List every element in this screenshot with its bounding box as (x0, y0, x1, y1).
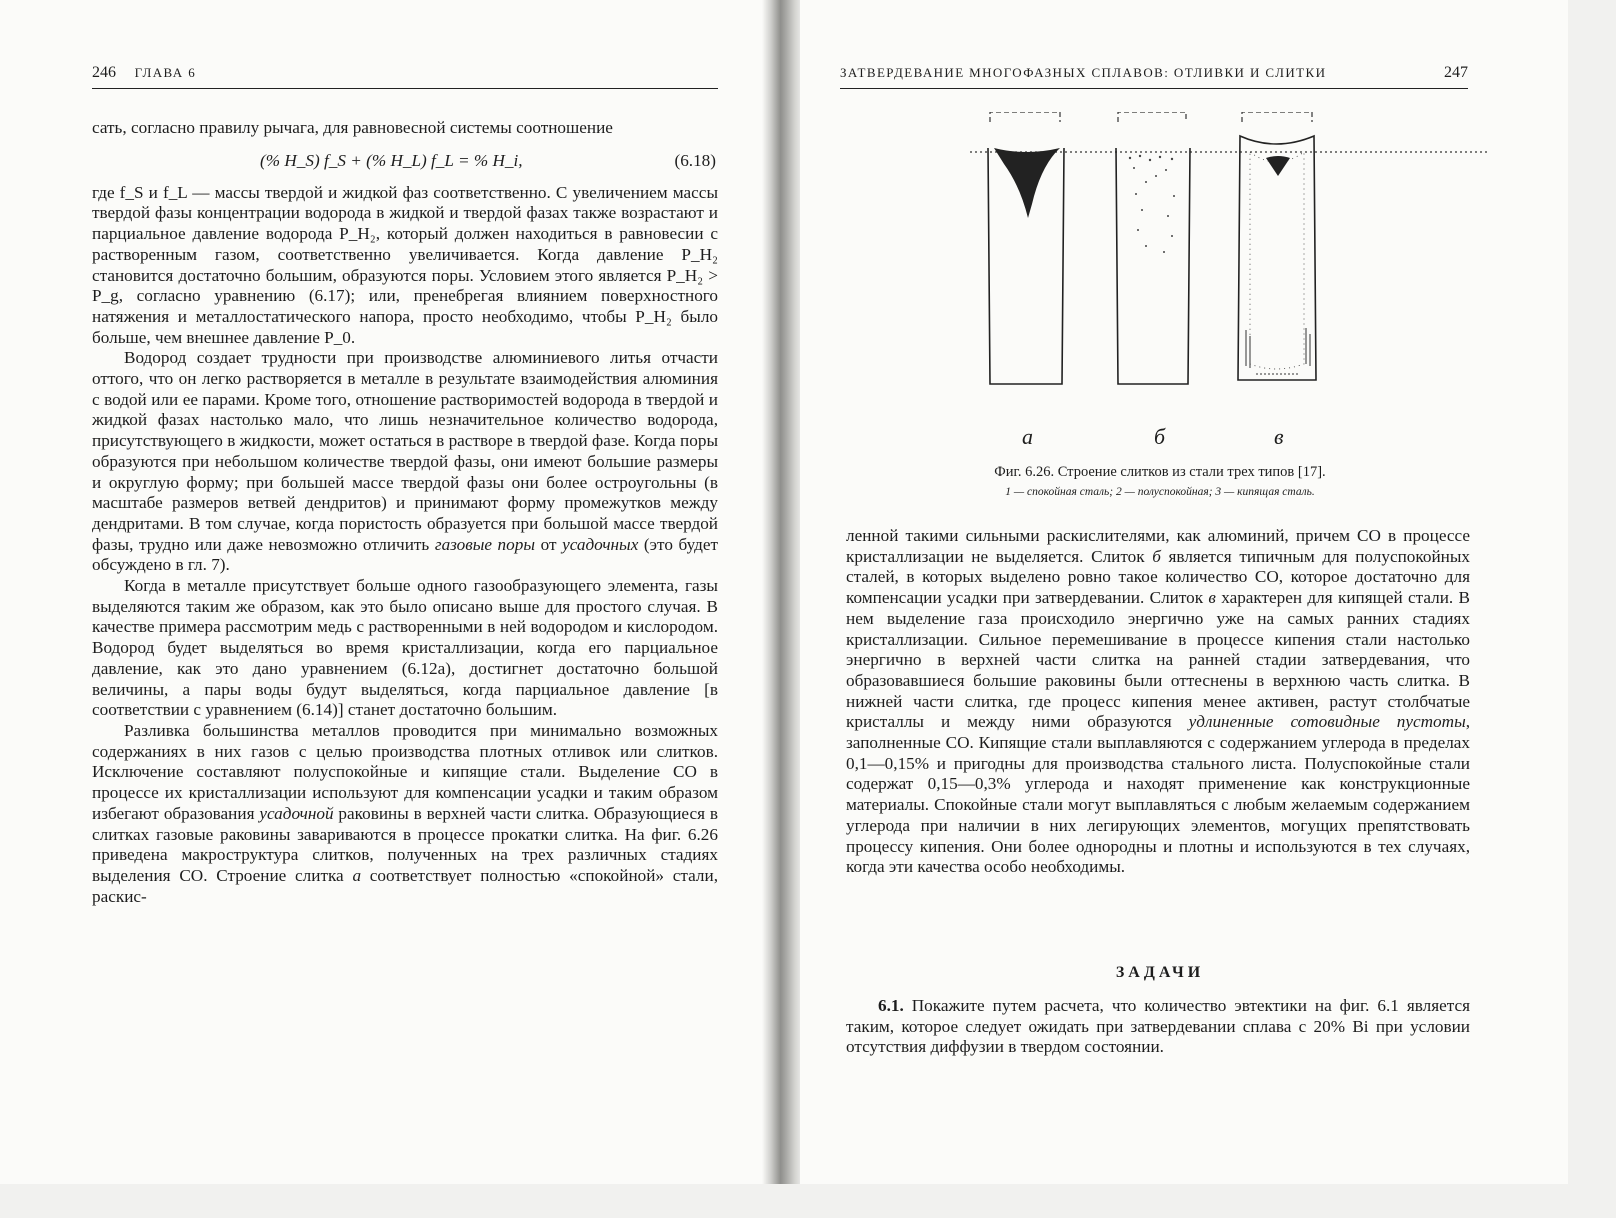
rim-zone (1250, 152, 1304, 369)
left-page-header (92, 58, 718, 89)
ingot-b (1116, 112, 1190, 384)
running-title: ЗАТВЕРДЕВАНИЕ МНОГОФАЗНЫХ СПЛАВОВ: ОТЛИВКИ И СЛИТКИ (840, 65, 1327, 80)
problem-number: 6.1. (878, 996, 904, 1015)
gas-blowholes (1129, 155, 1175, 253)
ingot-structure-figure (960, 112, 1520, 422)
figure-caption: Фиг. 6.26. Строение слитков из стали трех типов [17]. (994, 464, 1326, 480)
left-page (0, 0, 768, 1184)
paragraph: ленной такими сильными раскислителями, как алюминий, причем CO в процессе кристаллизации не выделяется. Слиток б является типичным для полуспокойных сталей, в которых выделено ровно такое количество CO, которое достаточно для компенсации усадки при затвердевании. Слиток в характерен для кипящей стали. В нем выделение газа происходило энергично уже на самых ранних стадиях кристаллизации. Сильное перемешивание в процессе кипения стали настолько энергично в верхней части слитка на ранней стадии затвердевания, что образовавшиеся большие раковины были оттеснены в верхнюю часть слитка. В нижней части слитка, где процесс кипения менее активен, растут столбчатые кристаллы и между ними образуются удлиненные сотовидные пустоты, заполненные CO. Кипящие стали выплавляются с содержанием углерода в пределах 0,1—0,15% и пригодны для производства стального листа. Полуспокойные стали содержат 0,15—0,3% углерода и находят применение как конструкционные материалы. Спокойные стали могут выплавляться с любым желаемым содержанием углерода при наличии в них легирующих элементов, могущих препятствовать процессу кипения. Они более однородны и плотны и используются в тех случаях, когда эти качества особо необходимы. (846, 526, 1471, 877)
figure-label-a: а (1022, 424, 1033, 449)
left-page-number: 246 (92, 64, 116, 81)
section-title: ЗАДАЧИ (1115, 964, 1205, 981)
problem-6-1 (846, 996, 1470, 1058)
equation-number: (6.18) (674, 150, 716, 170)
paragraph: Когда в металле присутствует больше одного газообразующего элемента, газы выделяются таким же образом, как это было описано выше для простого случая. В качестве примера рассмотрим медь с растворенными в ней водородом и кислородом. Водород будет выделяться во время кристаллизации, когда его парциальное давление, как это дано уравнением (6.12а), достигнет достаточно большой величины, а пары воды будут выделяться, когда парциальное давление [в соответствии с уравнением (6.14)] станет достаточно большим. (92, 576, 718, 720)
top-cavity (1266, 156, 1290, 176)
chapter-title: ГЛАВА 6 (134, 65, 197, 80)
figure-label-c: в (1274, 424, 1284, 449)
paragraph: сать, согласно правилу рычага, для равновесной системы соотношение (92, 118, 613, 137)
paragraph: где f_S и f_L — массы твердой и жидкой фаз соответственно. С увеличением массы твердой фазы концентрации водорода в жидкой и твердой фазах также возрастают и парциальное давление водорода P_H₂, который должен находиться в равновесии с растворенным газом, соответственно увеличивается. Когда давление P_H₂ становится достаточно большим, образуются поры. Условием этого является P_H₂ > P_g, согласно уравнению (6.17); или, пренебрегая влиянием поверхностного натяжения и металлостатического напора, просто необходимо, чтобы P_H₂ было больше, чем внешнее давление P_0. (92, 182, 718, 347)
ingot-a (988, 112, 1064, 384)
right-page-body (846, 526, 1470, 878)
paragraph: Водород создает трудности при производстве алюминиевого литья отчасти оттого, что он легко растворяется в металле в результате взаимодействия алюминия с водой или ее парами. Кроме того, отношение растворимостей водорода в твердой и жидкой фазах настолько мало, что лишь незначительное количество водорода, присутствующего в жидкости, может остаться в растворе в твердой фазе. Когда поры образуются при небольшом количестве твердой фазы, они имеют большие размеры и округлую форму; при большей массе твердой фазы они более остроугольны (в масштабе размеров ветвей дендритов) и принимают форму промежутков между дендритами. В том случае, когда пористость образуется при большой массе твердой фазы, трудно или даже невозможно отличить газовые поры от усадочных (это будет обсуждено в гл. 7). (92, 348, 718, 575)
left-page-body (92, 118, 718, 907)
figure-caption-legend: 1 — спокойная сталь; 2 — полуспокойная; 3 — кипящая сталь. (1005, 486, 1315, 498)
equation-6-18 (92, 139, 718, 183)
problem-text: Покажите путем расчета, что количество эвтектики на фиг. 6.1 является таким, которое следует ожидать при затвердевании сплава с 20% Bi при условии отсутствия диффузии в твердом состоянии. (846, 996, 1470, 1057)
right-page-number: 247 (1444, 64, 1468, 81)
paragraph: Разливка большинства металлов проводится при минимально возможных содержаниях в них газов с целью производства плотных отливок или слитков. Исключение составляют полуспокойные и кипящие стали. Выделение CO в процессе их кристаллизации используют для компенсации усадки и таким образом избегают образования усадочной раковины в верхней части слитка. Образующиеся в слитках газовые раковины завариваются в процессе прокатки слитка. На фиг. 6.26 приведена макроструктура слитков, полученных на трех различных стадиях выделения CO. Строение слитка а соответствует полностью «спокойной» стали, раскис- (92, 720, 718, 906)
figure-label-b: б (1154, 424, 1166, 449)
shrinkage-cavity (994, 148, 1060, 218)
equation-text: (% H_S) f_S + (% H_L) f_L = % H_i, (260, 150, 523, 170)
right-page-header (840, 58, 1468, 89)
honeycomb-blowholes (1246, 328, 1310, 374)
right-page (800, 0, 1568, 1184)
